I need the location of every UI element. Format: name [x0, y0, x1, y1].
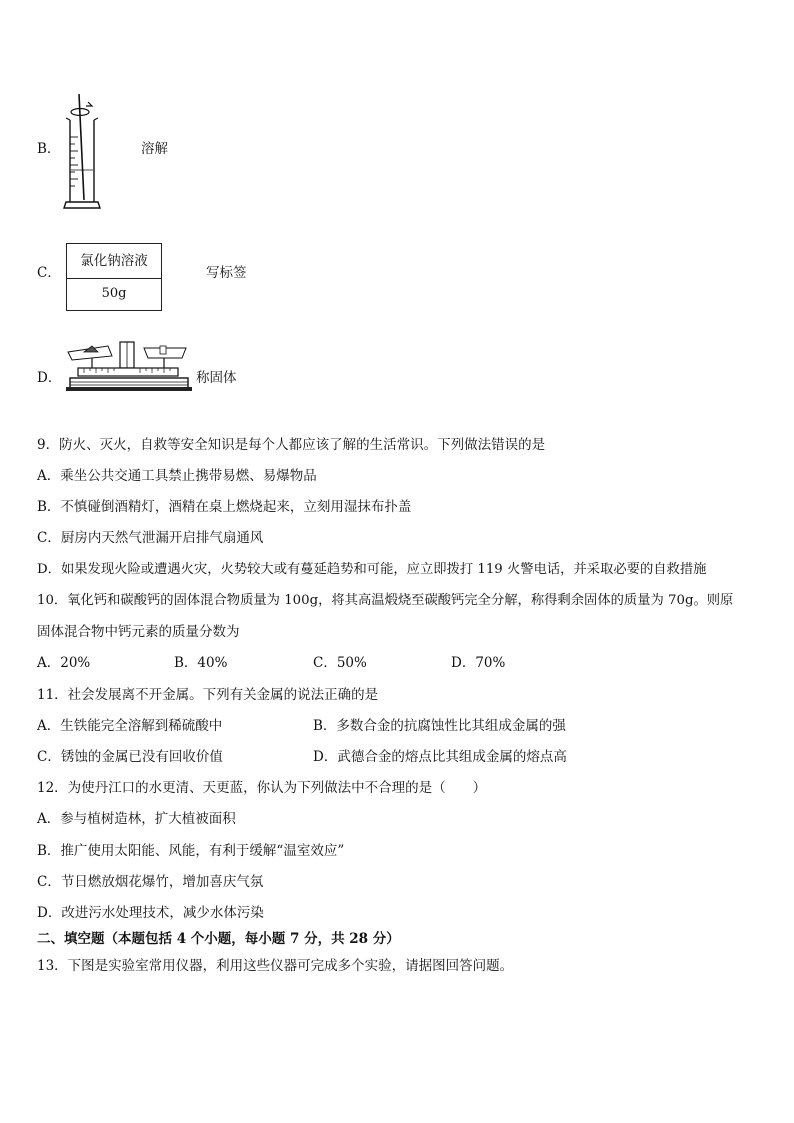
option-d-letter: D． [37, 370, 62, 386]
q10-option-d: D．70% [451, 655, 506, 671]
q12-option-c: C．节日燃放烟花爆竹，增加喜庆气氛 [37, 874, 264, 890]
q11-option-a: A．生铁能完全溶解到稀硫酸中 [37, 718, 223, 734]
option-d-text: 称固体 [196, 370, 237, 386]
q9-stem: 9．防火、灭火，自救等安全知识是每个人都应该了解的生活常识。下列做法错误的是 [37, 437, 546, 453]
q9-option-c: C．厨房内天然气泄漏开启排气扇通风 [37, 530, 264, 546]
q9-option-d: D．如果发现火险或遭遇火灾，火势较大或有蔓延趋势和可能，应立即拨打 119 火警电话，并采取必要的自救措施 [37, 562, 707, 577]
q11-option-b: B．多数合金的抗腐蚀性比其组成金属的强 [313, 718, 566, 734]
q11-option-d: D．武德合金的熔点比其组成金属的熔点高 [313, 749, 567, 765]
option-b-letter: B． [37, 141, 61, 157]
label-box-mass: 50g [101, 286, 127, 301]
q10-option-c: C．50% [313, 655, 367, 671]
q9-option-a: A．乘坐公共交通工具禁止携带易燃、易爆物品 [37, 468, 317, 484]
q13-stem: 13．下图是实验室常用仪器，利用这些仪器可完成多个实验，请据图回答问题。 [37, 958, 514, 974]
option-c-text: 写标签 [206, 265, 247, 281]
q9-option-b: B．不慎碰倒酒精灯，酒精在桌上燃烧起来，立刻用湿抹布扑盖 [37, 499, 412, 515]
q12-stem: 12．为使丹江口的水更清、天更蓝，你认为下列做法中不合理的是（ ） [37, 780, 487, 796]
q12-option-d: D．改进污水处理技术，减少水体污染 [37, 905, 264, 921]
option-c-letter: C． [37, 265, 61, 281]
graduated-cylinder-stirring-figure [62, 92, 104, 212]
label-box-solution-name: 氯化钠溶液 [67, 244, 161, 279]
solution-label-box [66, 243, 162, 311]
q11-stem: 11．社会发展离不开金属。下列有关金属的说法正确的是 [37, 687, 379, 703]
q10-stem-line2: 固体混合物中钙元素的质量分数为 [37, 624, 240, 640]
q11-option-c: C．锈蚀的金属已没有回收价值 [37, 749, 223, 765]
section-heading-fill-in: 二、填空题（本题包括 4 个小题，每小题 7 分，共 28 分） [37, 931, 400, 947]
q10-option-a: A．20% [37, 655, 91, 671]
q12-option-b: B．推广使用太阳能、风能，有利于缓解“温室效应” [37, 843, 345, 859]
q10-stem-line1: 10．氧化钙和碳酸钙的固体混合物质量为 100g，将其高温煅烧至碳酸钙完全分解，称得剩余固体的质量为 70g。则原 [37, 593, 734, 608]
balance-scale-figure [64, 340, 194, 392]
q10-option-b: B．40% [174, 655, 228, 671]
q12-option-a: A．参与植树造林，扩大植被面积 [37, 811, 236, 827]
option-b-text: 溶解 [141, 141, 168, 157]
